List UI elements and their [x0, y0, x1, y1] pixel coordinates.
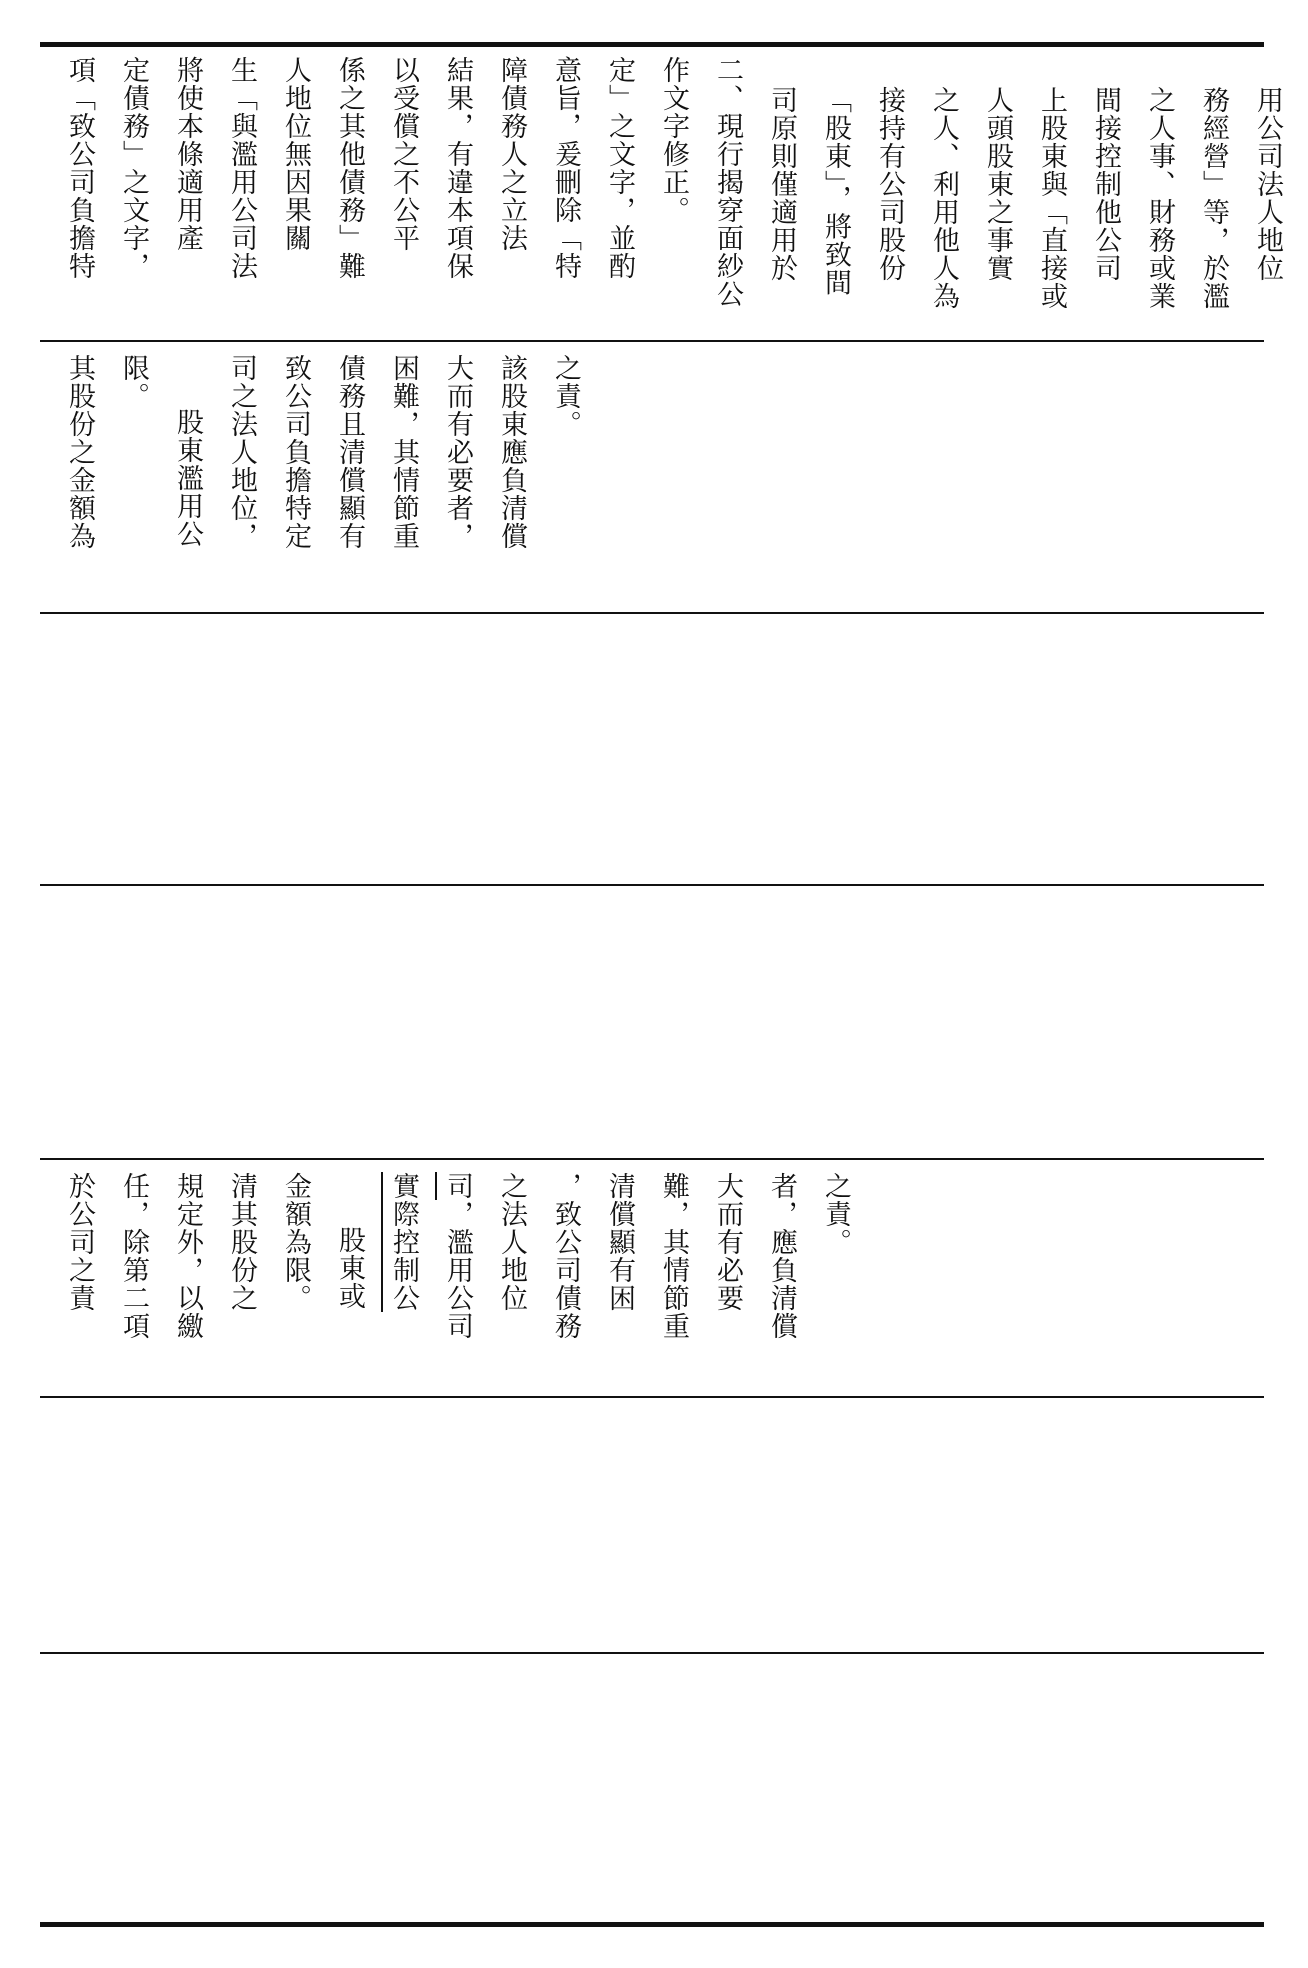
text-column: 項「致公司負擔特 — [64, 56, 95, 280]
empty-cell — [52, 898, 1256, 1138]
text-column: 之責。 — [820, 1172, 851, 1256]
text-column: 接持有公司股份 — [874, 86, 905, 282]
text-column: 規定外，以繳 — [172, 1172, 203, 1340]
top-rule — [40, 42, 1264, 47]
text-column: 者，應負清償 — [766, 1172, 797, 1340]
text-column: 於公司之責 — [64, 1172, 95, 1312]
row-divider-5 — [40, 1396, 1264, 1398]
text-column: 之責。 — [550, 354, 581, 438]
text-column: 之人、利用他人為 — [928, 86, 959, 310]
text-column: 意旨，爰刪除「特 — [550, 56, 581, 280]
text-column: 人地位無因果關 — [280, 56, 311, 252]
row-divider-1 — [40, 340, 1264, 342]
text-column: 困難，其情節重 — [388, 354, 419, 550]
text-column: 債務且清償顯有 — [334, 354, 365, 550]
current-provision-cell — [52, 354, 1256, 550]
text-column: 務經營」等，於濫 — [1198, 86, 1229, 310]
explanation-cell — [52, 56, 1283, 310]
text-column: 上股東與「直接或 — [1036, 86, 1067, 310]
row-divider-2 — [40, 612, 1264, 614]
empty-cell — [52, 1410, 1256, 1630]
underlined-text: 司 — [442, 1172, 473, 1200]
row-divider-6 — [40, 1652, 1264, 1654]
text-column: 作文字修正。 — [658, 56, 689, 224]
text-column: ，致公司債務 — [550, 1172, 581, 1340]
text-column: 任，除第二項 — [118, 1172, 149, 1340]
text-column: 結果，有違本項保 — [442, 56, 473, 280]
text-column: 股東濫用公 — [172, 408, 203, 548]
underlined-text: 實際控制公 — [388, 1172, 419, 1312]
row-divider-4 — [40, 1158, 1264, 1160]
text-column-mixed — [430, 1172, 484, 1340]
text-column: 難，其情節重 — [658, 1172, 689, 1340]
text-column: 清其股份之 — [226, 1172, 257, 1312]
text-column: 之人事、財務或業 — [1144, 86, 1175, 310]
text-column: 「股東」，將致間 — [820, 86, 851, 297]
text-column: 定債務」之文字， — [118, 56, 149, 280]
text-column: 用公司法人地位 — [1252, 86, 1283, 282]
text-column: 致公司負擔特定 — [280, 354, 311, 550]
text-column: 係之其他債務」難 — [334, 56, 365, 280]
text-column: 以受償之不公平 — [388, 56, 419, 252]
text-column: 人頭股東之事實 — [982, 86, 1013, 282]
text-column: 大而有必要者， — [442, 354, 473, 550]
text-column: 金額為限。 — [280, 1172, 311, 1312]
text-column: 生「與濫用公司法 — [226, 56, 257, 280]
empty-cell — [52, 626, 1256, 866]
text-column: 其股份之金額為 — [64, 354, 95, 550]
text-column: 清償顯有困 — [604, 1172, 635, 1312]
text-column: 限。 — [118, 354, 149, 410]
text-column: 障債務人之立法 — [496, 56, 527, 252]
text-column: 將使本條適用產 — [172, 56, 203, 252]
text-column: 司原則僅適用於 — [766, 86, 797, 282]
empty-cell — [52, 1666, 1256, 1906]
text-column: 之法人地位 — [496, 1172, 527, 1312]
text-column: 該股東應負清償 — [496, 354, 527, 550]
plain-text: ，濫用公司 — [442, 1200, 473, 1340]
row-divider-3 — [40, 884, 1264, 886]
text-column: 股東或 — [334, 1226, 365, 1310]
amended-provision-cell — [52, 1172, 1256, 1340]
text-column-underlined — [376, 1172, 430, 1312]
text-column: 定」之文字，並酌 — [604, 56, 635, 280]
text-column: 間接控制他公司 — [1090, 86, 1121, 282]
text-column: 二、現行揭穿面紗公 — [712, 56, 743, 308]
text-column: 司之法人地位， — [226, 354, 257, 550]
text-column: 大而有必要 — [712, 1172, 743, 1312]
bottom-rule — [40, 1922, 1264, 1927]
